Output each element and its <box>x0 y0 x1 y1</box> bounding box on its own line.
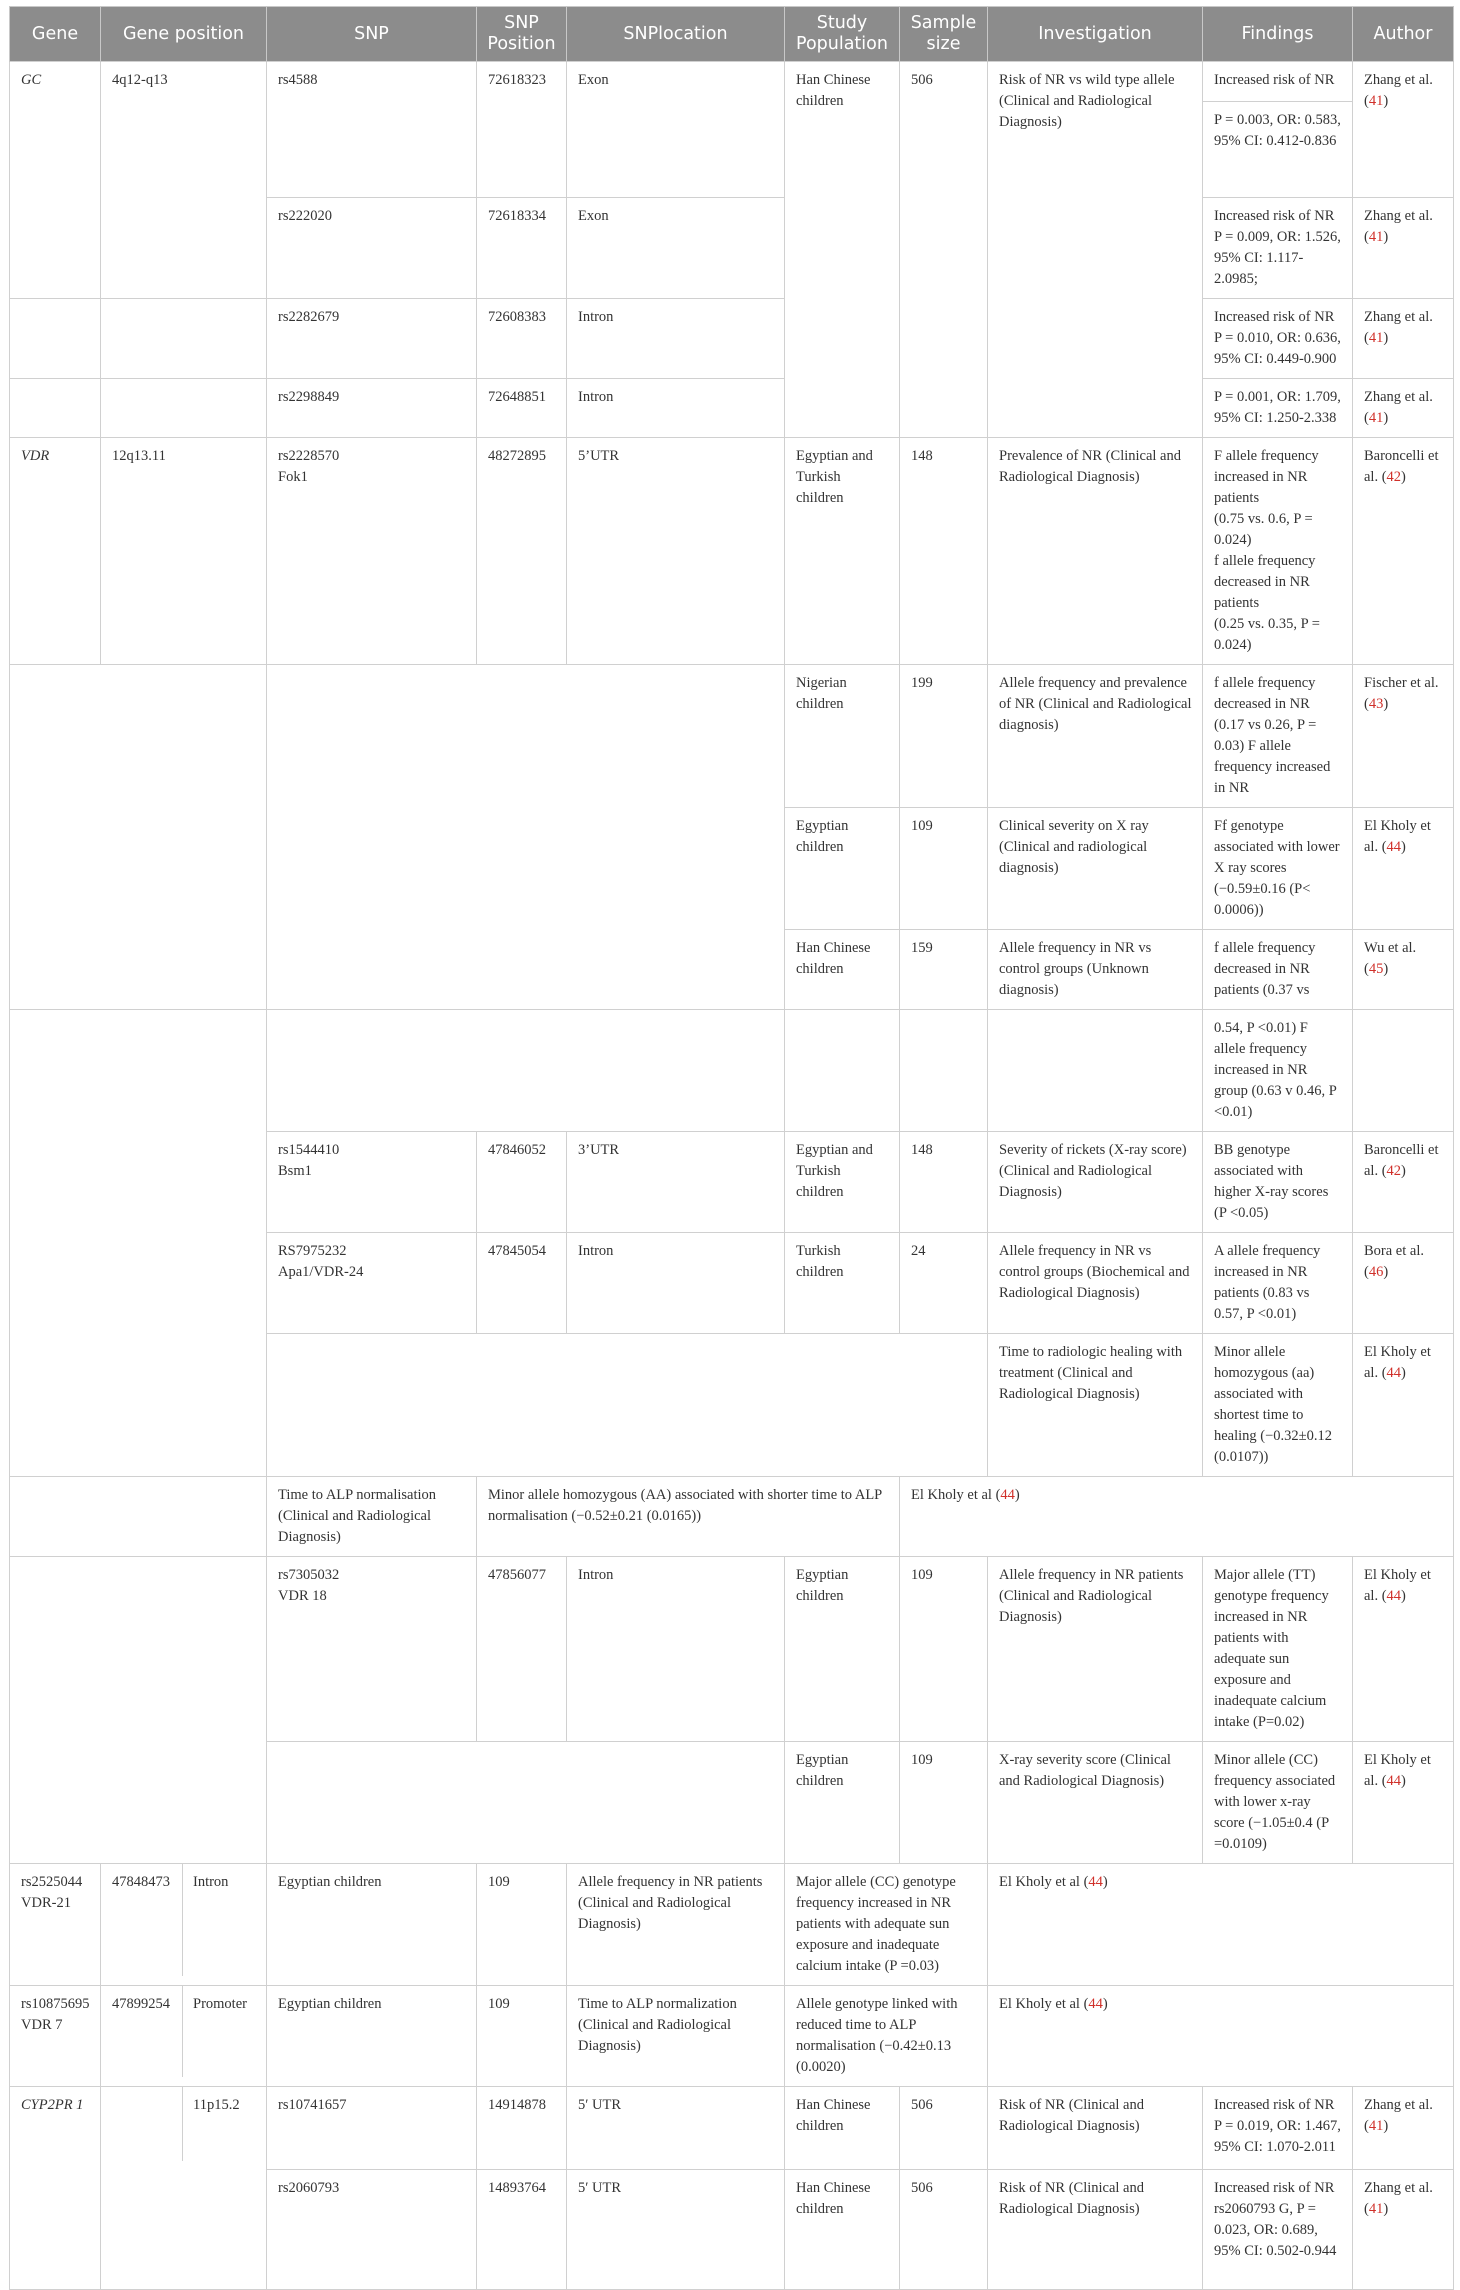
snp-position-cell: 47845054 <box>477 1233 567 1334</box>
author-text: Zhang et al. ( <box>1364 72 1433 109</box>
snp-cell <box>267 1233 477 1334</box>
table-row <box>10 1742 1454 1864</box>
snp-cell <box>10 1864 101 1986</box>
author-text: Baroncelli et al. ( <box>1364 1142 1439 1179</box>
gene-position-cell: 12q13.11 <box>101 438 267 665</box>
author-text: Zhang et al. ( <box>1364 2097 1433 2134</box>
population-cell: Egyptian and Turkish children <box>785 1132 900 1233</box>
population-cell: Turkish children <box>785 1233 900 1334</box>
author-cell <box>1353 1233 1454 1334</box>
header-gene: Gene <box>10 7 101 62</box>
findings-cell: Allele genotype linked with reduced time to ALP normalisation (−0.42±0.13 (0.0020) <box>785 1986 988 2087</box>
findings-cell <box>1203 438 1353 665</box>
header-snp-location: SNPlocation <box>567 7 785 62</box>
reference-link[interactable]: 44 <box>1000 1487 1015 1503</box>
population-cell-empty <box>785 198 900 299</box>
author-close: ) <box>1014 1487 1020 1503</box>
author-close: ) <box>1383 1264 1389 1280</box>
table-row <box>10 1010 1454 1132</box>
sample-size-cell: 148 <box>900 438 988 665</box>
population-cell: Egyptian children <box>785 808 900 930</box>
table-row <box>10 1477 1454 1557</box>
population-cell: Egyptian and Turkish children <box>785 438 900 665</box>
snp-position-cell <box>101 1986 267 2087</box>
sample-size-cell: 109 <box>900 808 988 930</box>
snp-location-cell: Exon <box>567 62 785 198</box>
snp-position-cell: 72648851 <box>477 379 567 438</box>
author-close: ) <box>1383 93 1389 109</box>
investigation-cell: Allele frequency in NR vs control groups (Biochemical and Radiological Diagnosis) <box>988 1233 1203 1334</box>
author-cell <box>1353 665 1454 808</box>
findings-text: Increased risk of NR <box>1214 72 1335 88</box>
author-close: ) <box>1401 1773 1406 1789</box>
author-cell <box>1353 1557 1454 1742</box>
gene-cell-empty <box>10 1334 267 1477</box>
table-row <box>10 379 1454 438</box>
author-cell <box>988 1864 1454 1986</box>
snp-position-cell: 47856077 <box>477 1557 567 1742</box>
author-cell <box>1353 930 1454 1010</box>
author-cell <box>1353 1742 1454 1864</box>
table-row <box>10 438 1454 665</box>
snp-alias: VDR 7 <box>21 2017 63 2033</box>
gene-cell: VDR <box>10 438 101 665</box>
findings-cell: Major allele (CC) genotype frequency increased in NR patients with adequate sun exposure and inadequate calcium intake (P =0.03) <box>785 1864 988 1986</box>
snp-location-cell: 5′ UTR <box>567 2087 785 2170</box>
findings-text: f allele frequency decreased in NR patients <box>1214 553 1316 611</box>
author-close: ) <box>1383 696 1389 712</box>
gene-position-cell-empty <box>101 198 267 299</box>
snp-alias: Apa1/VDR-24 <box>278 1264 364 1280</box>
reference-link[interactable]: 45 <box>1368 961 1384 977</box>
sample-size-cell: 506 <box>900 62 988 198</box>
author-close: ) <box>1383 229 1389 245</box>
sample-size-cell: 109 <box>900 1557 988 1742</box>
gene-cell: GC <box>10 62 101 198</box>
snp-location-cell: Intron <box>567 1557 785 1742</box>
snp-cell-empty <box>267 1742 785 1864</box>
investigation-cell: Allele frequency and prevalence of NR (Clinical and Radiological diagnosis) <box>988 665 1203 808</box>
investigation-cell-empty <box>988 299 1203 379</box>
sample-size-cell: 506 <box>900 2170 988 2290</box>
author-close: ) <box>1383 330 1389 346</box>
snp-alias: Bsm1 <box>278 1163 312 1179</box>
investigation-cell: Allele frequency in NR patients (Clinical and Radiological Diagnosis) <box>988 1557 1203 1742</box>
findings-cell: Increased risk of NR P = 0.019, OR: 1.467, 95% CI: 1.070-2.011 <box>1203 2087 1353 2170</box>
snp-cell <box>267 438 477 665</box>
snp-alias: VDR-21 <box>21 1895 71 1911</box>
gene-position-cell-empty <box>101 299 267 379</box>
gene-position-cell-empty <box>101 2170 267 2290</box>
population-cell: Han Chinese children <box>785 62 900 198</box>
snp-cell-empty <box>267 1334 988 1477</box>
snp-id: RS7975232 <box>278 1243 347 1259</box>
author-cell <box>1353 1132 1454 1233</box>
snp-cell: rs2298849 <box>267 379 477 438</box>
snp-location-text: Promoter <box>182 1986 247 2077</box>
table-row <box>10 299 1454 379</box>
gene-cell-empty <box>10 1742 267 1864</box>
findings-cell: Ff genotype associated with lower X ray scores (−0.59±0.16 (P< 0.0006)) <box>1203 808 1353 930</box>
author-cell <box>1353 62 1454 198</box>
author-cell <box>900 1477 1454 1557</box>
snp-location-cell: Exon <box>567 198 785 299</box>
table-row <box>10 198 1454 299</box>
gene-position-cell-empty <box>101 379 267 438</box>
snp-alias: VDR 18 <box>278 1588 327 1604</box>
author-text: El Kholy et al ( <box>911 1487 1001 1503</box>
findings-stats: (0.75 vs. 0.6, P = 0.024) <box>1214 511 1313 548</box>
author-text: El Kholy et al. ( <box>1364 818 1431 855</box>
gene-cell-empty <box>10 1557 267 1742</box>
table-row <box>10 2087 1454 2170</box>
findings-cell: f allele frequency decreased in NR patients (0.37 vs <box>1203 930 1353 1010</box>
investigation-cell-empty <box>988 198 1203 299</box>
sample-size-cell: 24 <box>900 1233 988 1334</box>
reference-link[interactable]: 41 <box>1368 410 1384 426</box>
author-text: Zhang et al. ( <box>1364 309 1433 346</box>
snp-cell <box>10 1986 101 2087</box>
author-cell <box>1353 2087 1454 2170</box>
author-cell-empty <box>1353 1010 1454 1132</box>
table-row <box>10 808 1454 930</box>
author-text: Baroncelli et al. ( <box>1364 448 1439 485</box>
reference-link[interactable]: 43 <box>1368 696 1384 712</box>
table-row <box>10 930 1454 1010</box>
reference-link[interactable]: 41 <box>1368 229 1384 245</box>
author-cell <box>1353 379 1454 438</box>
snp-id: rs7305032 <box>278 1567 340 1583</box>
reference-link[interactable]: 44 <box>1088 1996 1103 2012</box>
findings-cell: Minor allele homozygous (aa) associated with shortest time to healing (−0.32±0.12 (0.0107)) <box>1203 1334 1353 1477</box>
table-row <box>10 1132 1454 1233</box>
snp-location-cell: Intron <box>567 299 785 379</box>
sample-size-cell-empty <box>900 299 988 379</box>
table-row <box>10 1233 1454 1334</box>
sample-size-cell-empty <box>900 379 988 438</box>
investigation-cell: Risk of NR (Clinical and Radiological Diagnosis) <box>988 2170 1203 2290</box>
sample-size-cell: 506 <box>900 2087 988 2170</box>
author-close: ) <box>1383 410 1389 426</box>
snp-cell-empty <box>267 930 785 1010</box>
author-cell <box>1353 2170 1454 2290</box>
header-gene-position: Gene position <box>101 7 267 62</box>
findings-stats: P = 0.003, OR: 0.583, 95% CI: 0.412-0.836 <box>1203 101 1352 152</box>
gene-cell-empty <box>10 808 267 930</box>
population-cell: Egyptian children <box>785 1557 900 1742</box>
population-cell: Egyptian children <box>267 1986 477 2087</box>
author-cell <box>1353 1334 1454 1477</box>
snp-cell-empty <box>267 665 785 808</box>
author-close: ) <box>1401 1163 1406 1179</box>
author-close: ) <box>1401 1365 1406 1381</box>
snp-cell: rs10741657 <box>267 2087 477 2170</box>
author-text: El Kholy et al. ( <box>1364 1344 1431 1381</box>
gene-cell-empty <box>10 198 101 299</box>
snp-cell <box>267 1132 477 1233</box>
header-investigation: Investigation <box>988 7 1203 62</box>
snp-id: rs1544410 <box>278 1142 340 1158</box>
snp-cell: rs4588 <box>267 62 477 198</box>
table-row <box>10 1334 1454 1477</box>
table-row <box>10 1557 1454 1742</box>
sample-size-cell: 109 <box>477 1864 567 1986</box>
findings-cell: BB genotype associated with higher X-ray scores (P <0.05) <box>1203 1132 1353 1233</box>
gene-position-cell <box>101 2087 267 2170</box>
author-close: ) <box>1383 2201 1389 2217</box>
gene-position-cell: 4q12-q13 <box>101 62 267 198</box>
population-cell-empty <box>785 1010 900 1132</box>
snp-cell-empty <box>267 808 785 930</box>
reference-link[interactable]: 41 <box>1368 2118 1384 2134</box>
table-row <box>10 62 1454 198</box>
population-cell: Egyptian children <box>267 1864 477 1986</box>
snp-cell <box>267 1557 477 1742</box>
author-text: El Kholy et al. ( <box>1364 1567 1431 1604</box>
reference-link[interactable]: 42 <box>1386 1163 1402 1179</box>
author-text: El Kholy et al ( <box>999 1874 1089 1890</box>
author-cell <box>1353 198 1454 299</box>
population-cell: Han Chinese children <box>785 2170 900 2290</box>
header-study-population <box>785 7 900 62</box>
snp-cell: rs222020 <box>267 198 477 299</box>
table-row <box>10 2170 1454 2290</box>
author-cell <box>1353 299 1454 379</box>
population-cell-empty <box>785 379 900 438</box>
gene-position-text: 11p15.2 <box>182 2087 240 2161</box>
snp-location-cell: 5′ UTR <box>567 2170 785 2290</box>
reference-link[interactable]: 44 <box>1088 1874 1103 1890</box>
findings-cell: P = 0.001, OR: 1.709, 95% CI: 1.250-2.338 <box>1203 379 1353 438</box>
findings-cell: Increased risk of NR rs2060793 G, P = 0.023, OR: 0.689, 95% CI: 0.502-0.944 <box>1203 2170 1353 2290</box>
sample-size-cell-empty <box>900 198 988 299</box>
table-row <box>10 1864 1454 1986</box>
investigation-cell-empty <box>988 379 1203 438</box>
investigation-cell: Clinical severity on X ray (Clinical and radiological diagnosis) <box>988 808 1203 930</box>
investigation-cell: Prevalence of NR (Clinical and Radiological Diagnosis) <box>988 438 1203 665</box>
snp-cell: rs2282679 <box>267 299 477 379</box>
investigation-cell: Time to ALP normalization (Clinical and Radiological Diagnosis) <box>567 1986 785 2087</box>
sample-size-cell: 109 <box>900 1742 988 1864</box>
snp-location-cell: 3’UTR <box>567 1132 785 1233</box>
sample-size-cell-empty <box>900 1010 988 1132</box>
population-cell: Egyptian children <box>785 1742 900 1864</box>
snp-location-cell: Intron <box>567 379 785 438</box>
snp-position-cell: 72608383 <box>477 299 567 379</box>
gene-cell-empty <box>10 665 267 808</box>
author-close: ) <box>1383 2118 1389 2134</box>
sample-size-cell: 199 <box>900 665 988 808</box>
investigation-cell: Severity of rickets (X-ray score) (Clinical and Radiological Diagnosis) <box>988 1132 1203 1233</box>
snp-location-cell: Intron <box>567 1233 785 1334</box>
snp-id: rs10875695 <box>21 1996 90 2012</box>
findings-cell <box>1203 62 1353 198</box>
snp-position-cell: 72618323 <box>477 62 567 198</box>
author-close: ) <box>1401 469 1406 485</box>
table-row <box>10 1986 1454 2087</box>
reference-link[interactable]: 41 <box>1368 330 1384 346</box>
snp-position-text: 47899254 <box>112 1996 170 2012</box>
investigation-cell: Time to ALP normalisation (Clinical and Radiological Diagnosis) <box>267 1477 477 1557</box>
investigation-cell-empty <box>988 1010 1203 1132</box>
investigation-cell: Risk of NR vs wild type allele (Clinical and Radiological Diagnosis) <box>988 62 1203 198</box>
sample-size-cell: 148 <box>900 1132 988 1233</box>
findings-cell: Major allele (TT) genotype frequency increased in NR patients with adequate sun exposure and inadequate calcium intake (P=0.02) <box>1203 1557 1353 1742</box>
snp-table <box>9 6 1454 2290</box>
investigation-cell: X-ray severity score (Clinical and Radiological Diagnosis) <box>988 1742 1203 1864</box>
header-sample-size-label: Sample size <box>910 13 977 54</box>
population-cell: Han Chinese children <box>785 2087 900 2170</box>
gene-cell-empty <box>10 299 101 379</box>
author-close: ) <box>1401 839 1406 855</box>
population-cell: Nigerian children <box>785 665 900 808</box>
gene-cell-empty <box>10 1010 267 1132</box>
snp-cell-empty <box>267 1010 785 1132</box>
snp-cell: rs2060793 <box>267 2170 477 2290</box>
snp-location-text: Intron <box>182 1864 228 1976</box>
author-close: ) <box>1401 1588 1406 1604</box>
findings-stats: (0.25 vs. 0.35, P = 0.024) <box>1214 616 1320 653</box>
header-snp-position <box>477 7 567 62</box>
header-findings: Findings <box>1203 7 1353 62</box>
header-snp: SNP <box>267 7 477 62</box>
investigation-cell: Allele frequency in NR patients (Clinical and Radiological Diagnosis) <box>567 1864 785 1986</box>
gene-cell-empty <box>10 1233 267 1334</box>
findings-cell: Increased risk of NR P = 0.009, OR: 1.526, 95% CI: 1.117-2.0985; <box>1203 198 1353 299</box>
author-text: Fischer et al. ( <box>1364 675 1439 712</box>
population-cell: Han Chinese children <box>785 930 900 1010</box>
gene-cell-empty <box>10 2170 101 2290</box>
population-cell-empty <box>785 299 900 379</box>
gene-cell-empty <box>10 930 267 1010</box>
findings-cell: f allele frequency decreased in NR (0.17 vs 0.26, P = 0.03) F allele frequency increased in NR <box>1203 665 1353 808</box>
snp-position-cell: 47846052 <box>477 1132 567 1233</box>
gene-cell: CYP2PR 1 <box>10 2087 101 2170</box>
reference-link[interactable]: 44 <box>1386 1365 1402 1381</box>
reference-link[interactable]: 42 <box>1386 469 1402 485</box>
author-cell <box>1353 438 1454 665</box>
reference-link[interactable]: 46 <box>1368 1264 1384 1280</box>
author-text: Bora et al. ( <box>1364 1243 1424 1280</box>
author-text: Zhang et al. ( <box>1364 208 1433 245</box>
reference-link[interactable]: 44 <box>1386 1773 1402 1789</box>
author-text: El Kholy et al. ( <box>1364 1752 1431 1789</box>
snp-id: rs2525044 <box>21 1874 83 1890</box>
gene-cell-empty <box>10 1477 267 1557</box>
findings-cell: Minor allele (CC) frequency associated with lower x-ray score (−1.05±0.4 (P =0.0109) <box>1203 1742 1353 1864</box>
author-close: ) <box>1102 1996 1108 2012</box>
author-text: Zhang et al. ( <box>1364 389 1433 426</box>
reference-link[interactable]: 41 <box>1368 2201 1384 2217</box>
snp-position-cell: 72618334 <box>477 198 567 299</box>
author-text: El Kholy et al ( <box>999 1996 1089 2012</box>
table-row <box>10 665 1454 808</box>
reference-link[interactable]: 44 <box>1386 1588 1402 1604</box>
header-sample-size <box>900 7 988 62</box>
table-header-row <box>10 7 1454 62</box>
findings-text: F allele frequency increased in NR patients <box>1214 448 1319 506</box>
findings-cell: Minor allele homozygous (AA) associated with shorter time to ALP normalisation (−0.52±0.21 (0.0165)) <box>477 1477 900 1557</box>
reference-link[interactable]: 44 <box>1386 839 1402 855</box>
investigation-cell: Allele frequency in NR vs control groups (Unknown diagnosis) <box>988 930 1203 1010</box>
findings-cell: A allele frequency increased in NR patients (0.83 vs 0.57, P <0.01) <box>1203 1233 1353 1334</box>
author-text: Wu et al. ( <box>1364 940 1417 977</box>
snp-alias: Fok1 <box>278 469 308 485</box>
snp-position-text: 47848473 <box>112 1874 170 1890</box>
investigation-cell: Risk of NR (Clinical and Radiological Diagnosis) <box>988 2087 1203 2170</box>
sample-size-cell: 109 <box>477 1986 567 2087</box>
reference-link[interactable]: 41 <box>1368 93 1384 109</box>
author-text: Zhang et al. ( <box>1364 2180 1433 2217</box>
snp-position-cell: 14893764 <box>477 2170 567 2290</box>
header-snp-position-label: SNP Position <box>487 13 556 54</box>
snp-location-cell: 5’UTR <box>567 438 785 665</box>
findings-cell: Increased risk of NR P = 0.010, OR: 0.636, 95% CI: 0.449-0.900 <box>1203 299 1353 379</box>
snp-position-cell: 14914878 <box>477 2087 567 2170</box>
gene-cell-empty <box>10 1132 267 1233</box>
author-cell <box>1353 808 1454 930</box>
investigation-cell: Time to radiologic healing with treatment (Clinical and Radiological Diagnosis) <box>988 1334 1203 1477</box>
snp-position-cell <box>101 1864 267 1986</box>
header-study-population-label: Study Population <box>796 13 888 54</box>
findings-cell: 0.54, P <0.01) F allele frequency increased in NR group (0.63 v 0.46, P <0.01) <box>1203 1010 1353 1132</box>
snp-id: rs2228570 <box>278 448 340 464</box>
gene-cell-empty <box>10 379 101 438</box>
author-close: ) <box>1383 961 1389 977</box>
author-cell <box>988 1986 1454 2087</box>
header-author: Author <box>1353 7 1454 62</box>
author-close: ) <box>1102 1874 1108 1890</box>
sample-size-cell: 159 <box>900 930 988 1010</box>
snp-position-cell: 48272895 <box>477 438 567 665</box>
